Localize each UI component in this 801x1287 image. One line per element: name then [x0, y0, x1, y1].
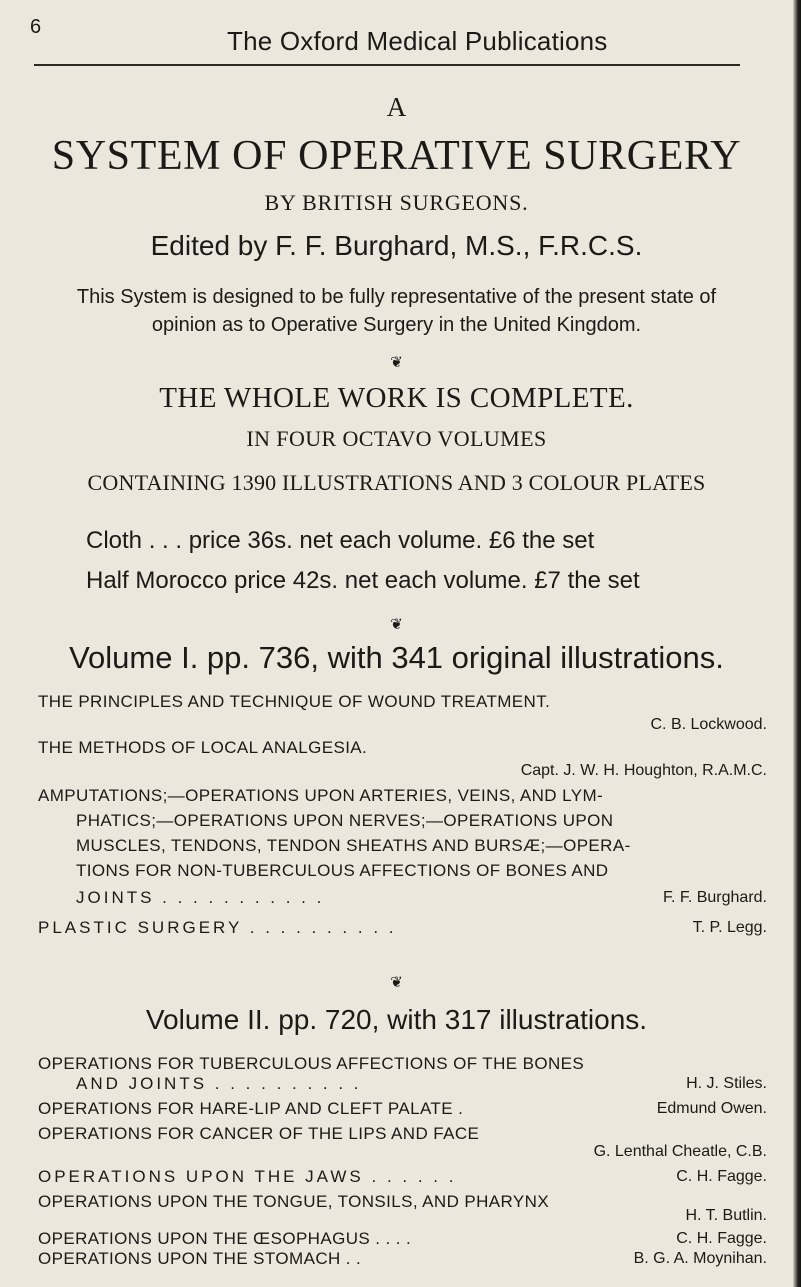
contents-entry: AMPUTATIONS;—OPERATIONS UPON ARTERIES, VEINS, AND LYM- [38, 786, 604, 805]
price-half-morocco: Half Morocco price 42s. net each volume. £7 the set [86, 567, 640, 594]
contents-entry: MUSCLES, TENDONS, TENDON SHEATHS AND BURSÆ;—OPERA- [76, 836, 631, 855]
intro-text [0, 283, 793, 339]
contents-entry: OPERATIONS FOR CANCER OF THE LIPS AND FACE [38, 1124, 480, 1143]
contents-author: F. F. Burghard. [662, 889, 767, 906]
contents-author: G. Lenthal Cheatle, C.B. [593, 1143, 767, 1160]
volume-1-heading: Volume I. pp. 736, with 341 original illustrations. [69, 640, 724, 675]
contents-author: C. H. Fagge. [676, 1168, 767, 1185]
intro-line-2: opinion as to Operative Surgery in the United Kingdom. [151, 314, 642, 336]
title-article: A [386, 92, 407, 122]
contents-author: H. T. Butlin. [685, 1207, 767, 1224]
header-rule [34, 64, 740, 66]
contents-entry: JOINTS . . . . . . . . . . . [76, 888, 325, 907]
contents-entry: OPERATIONS UPON THE STOMACH . . [38, 1249, 362, 1268]
contents-author: C. H. Fagge. [676, 1230, 767, 1247]
intro-line-1: This System is designed to be fully representative of the present state of [76, 286, 717, 308]
price-cloth: Cloth . . . price 36s. net each volume. £6 the set [86, 527, 595, 554]
ornament-icon: ❦ [390, 975, 403, 991]
volume-2-heading: Volume II. pp. 720, with 317 illustrations. [145, 1004, 648, 1035]
book-title: SYSTEM OF OPERATIVE SURGERY [51, 133, 742, 179]
contents-author: T. P. Legg. [692, 919, 767, 936]
contents-entry: OPERATIONS FOR TUBERCULOUS AFFECTIONS OF THE BONES [38, 1054, 585, 1073]
ornament-icon: ❦ [390, 617, 403, 633]
byline: BY BRITISH SURGEONS. [264, 190, 529, 215]
contents-author: C. B. Lockwood. [650, 716, 767, 733]
contents-entry: OPERATIONS UPON THE TONGUE, TONSILS, AND PHARYNX [38, 1192, 550, 1211]
contents-entry: THE METHODS OF LOCAL ANALGESIA. [38, 738, 368, 757]
ornament-icon: ❦ [390, 355, 403, 371]
page-edge-shadow [793, 0, 801, 1287]
contents-author: H. J. Stiles. [686, 1075, 767, 1092]
contents-author: Capt. J. W. H. Houghton, R.A.M.C. [520, 762, 767, 779]
contents-entry: TIONS FOR NON-TUBERCULOUS AFFECTIONS OF BONES AND [76, 861, 609, 880]
contents-entry: OPERATIONS FOR HARE-LIP AND CLEFT PALATE . [38, 1099, 464, 1118]
contents-entry: OPERATIONS UPON THE JAWS . . . . . . [38, 1167, 457, 1186]
page-number: 6 [30, 16, 42, 38]
contents-entry: OPERATIONS UPON THE ŒSOPHAGUS . . . . [38, 1229, 412, 1248]
complete-notice: THE WHOLE WORK IS COMPLETE. [159, 382, 634, 414]
contents-entry: PLASTIC SURGERY . . . . . . . . . . [38, 918, 397, 937]
contents-entry: PHATICS;—OPERATIONS UPON NERVES;—OPERATIONS UPON [76, 811, 614, 830]
running-title: The Oxford Medical Publications [227, 26, 608, 56]
illustration-count: CONTAINING 1390 ILLUSTRATIONS AND 3 COLOUR PLATES [87, 470, 706, 495]
volume-count: IN FOUR OCTAVO VOLUMES [246, 426, 547, 451]
contents-entry: AND JOINTS . . . . . . . . . . [76, 1074, 362, 1093]
editor-line: Edited by F. F. Burghard, M.S., F.R.C.S. [150, 230, 643, 261]
contents-entry: THE PRINCIPLES AND TECHNIQUE OF WOUND TREATMENT. [38, 692, 551, 711]
contents-author: Edmund Owen. [656, 1100, 767, 1117]
contents-author: B. G. A. Moynihan. [633, 1250, 767, 1267]
